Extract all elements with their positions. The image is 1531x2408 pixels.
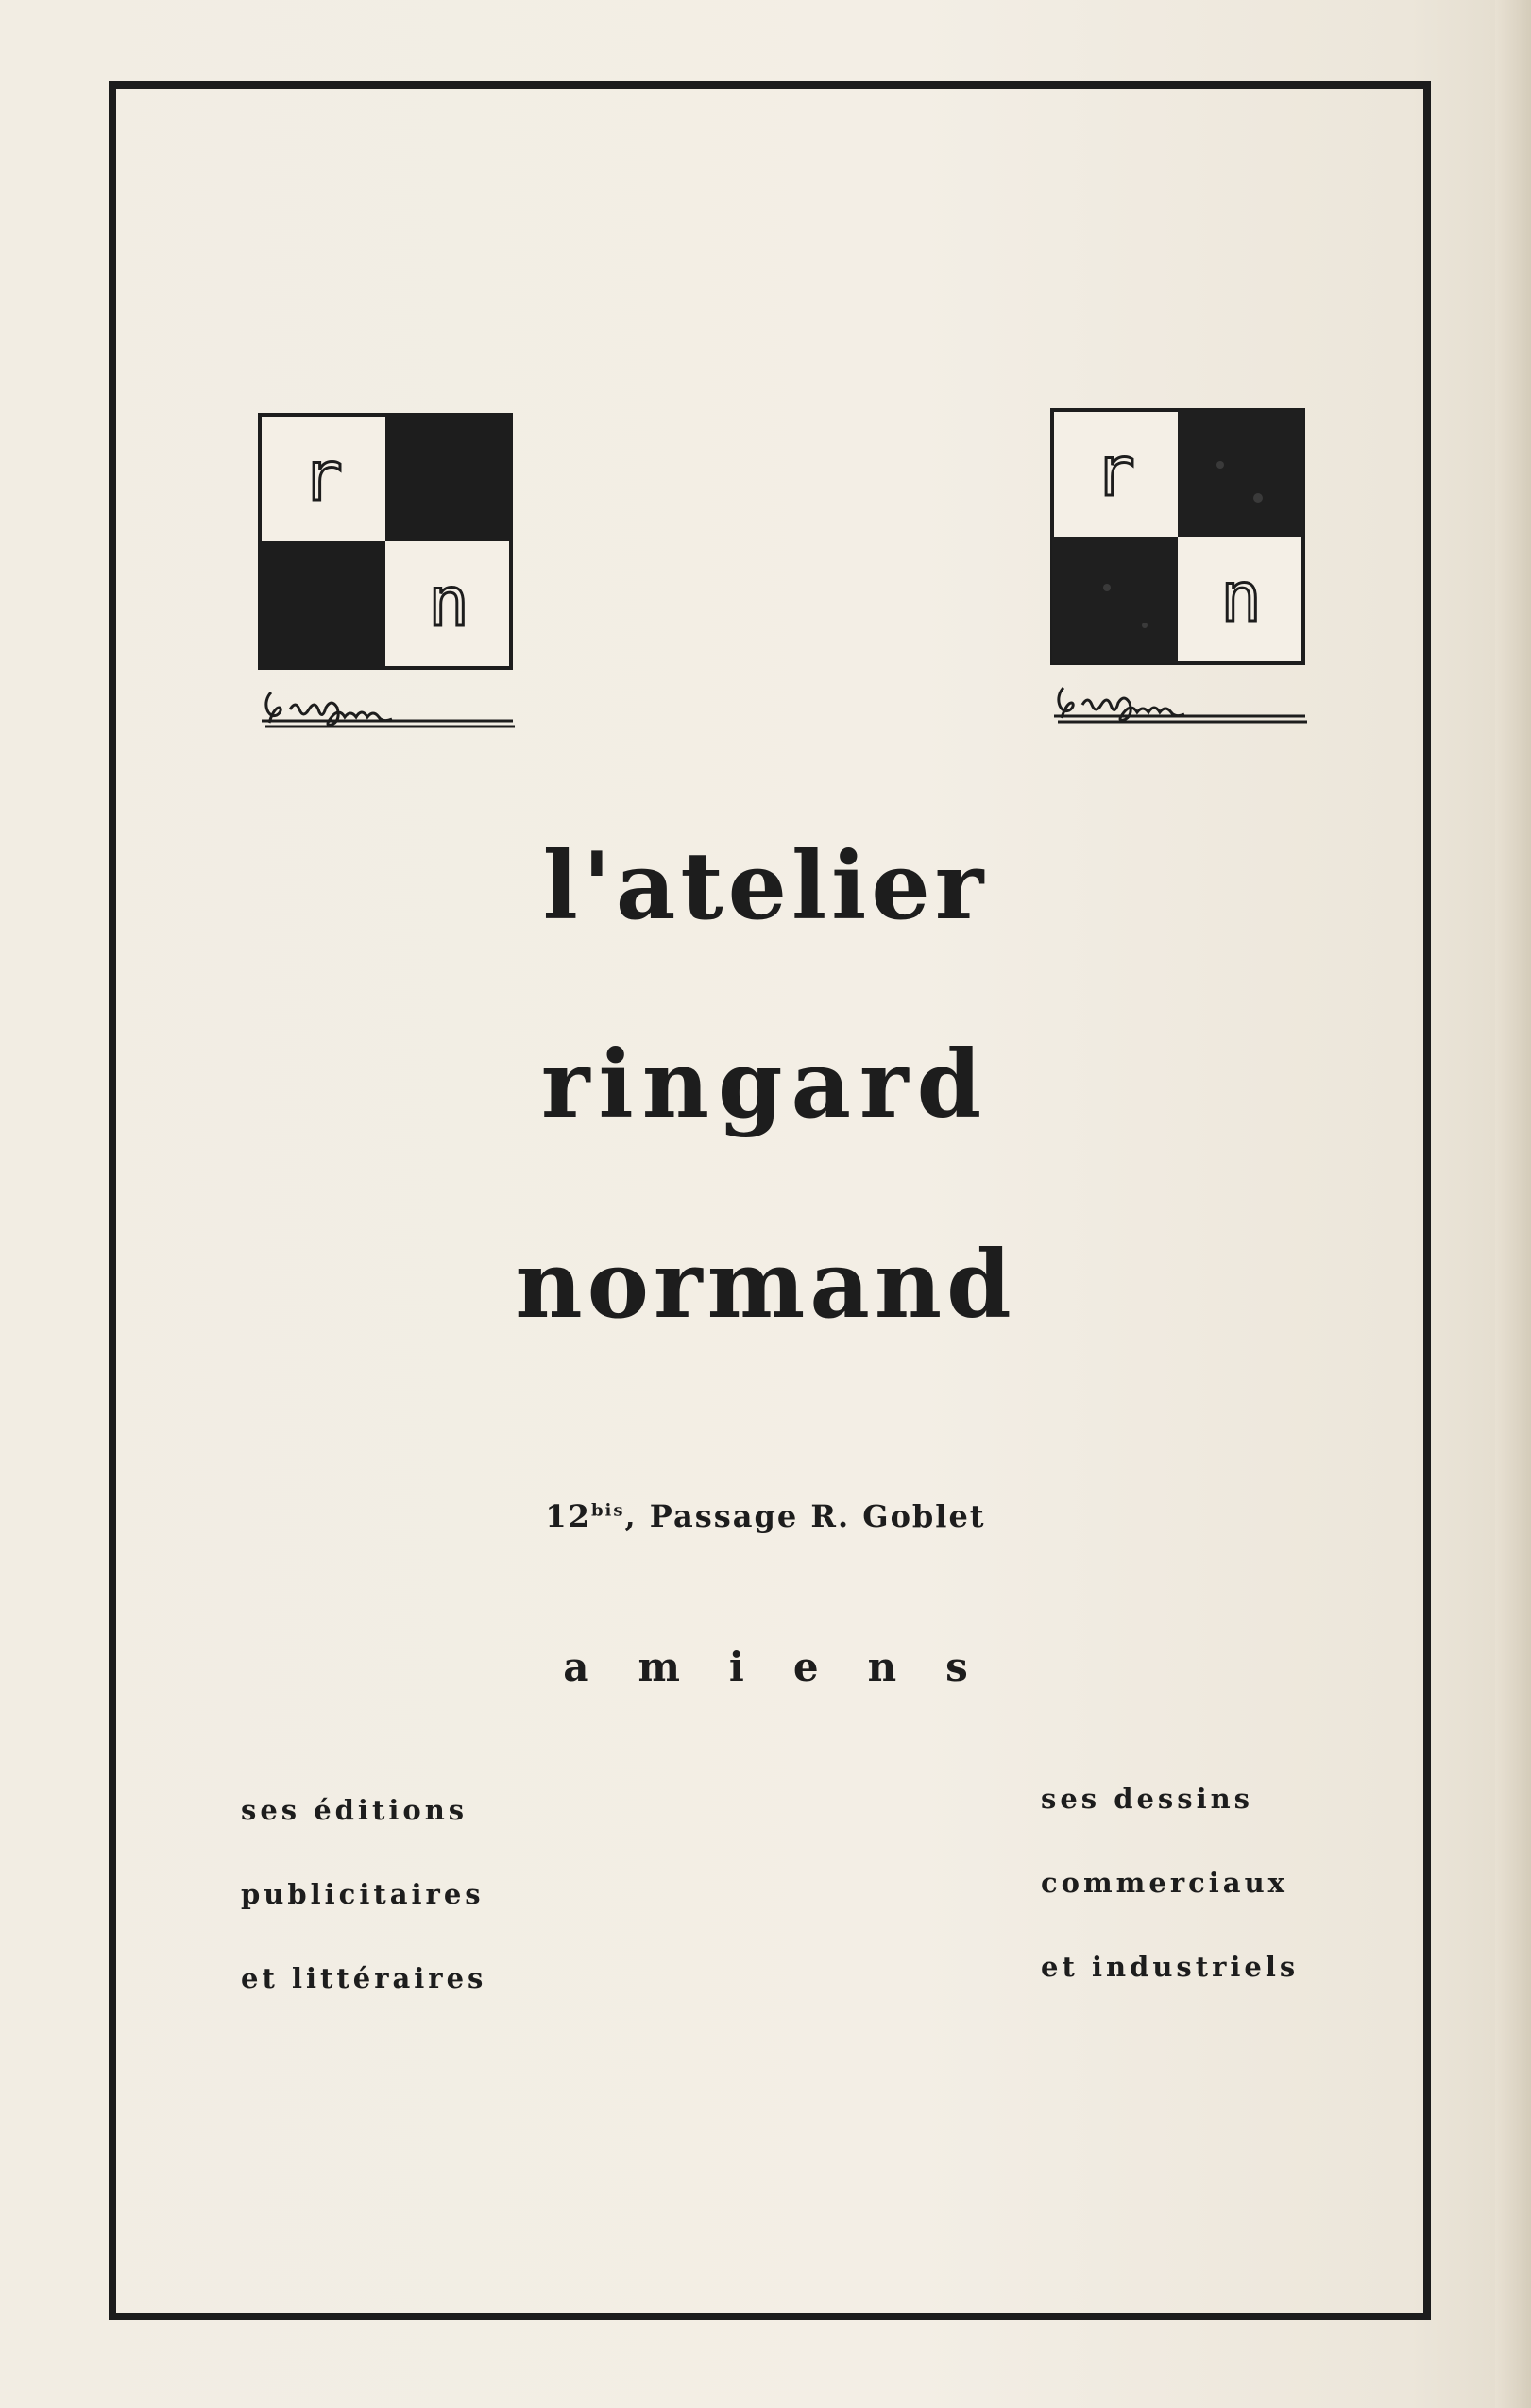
rn-logo-left — [258, 413, 513, 734]
logo-letter-r: r — [1094, 432, 1135, 511]
address-street: , Passage R. Goblet — [624, 1498, 986, 1534]
page-edge — [1495, 0, 1531, 2408]
checker-logo-icon — [1050, 408, 1305, 665]
address-number: 12 — [545, 1498, 591, 1534]
logo-letter-r: r — [301, 436, 343, 516]
right-column-line: commerciaux — [1041, 1867, 1288, 1899]
title-line-atelier: l'atelier — [542, 832, 989, 941]
services-left-column — [241, 1768, 486, 2021]
logo-letter-n: n — [428, 562, 469, 641]
title-line-normand: normand — [515, 1231, 1016, 1340]
right-column-line: ses dessins — [1041, 1783, 1254, 1815]
city: amiens — [563, 1644, 1017, 1690]
left-column-line: et littéraires — [241, 1962, 487, 1994]
services-right-column — [1041, 1757, 1299, 2009]
signature-icon — [258, 681, 522, 734]
rn-logo-right — [1050, 408, 1305, 729]
left-column-line: publicitaires — [241, 1878, 485, 1910]
logo-letter-n: n — [1220, 557, 1262, 637]
title-line-ringard: ringard — [540, 1031, 991, 1139]
address-superscript: bis — [590, 1500, 625, 1521]
address — [0, 1498, 1531, 1534]
signature-icon — [1050, 676, 1315, 729]
checker-logo-icon — [258, 413, 513, 670]
left-column-line: ses éditions — [241, 1794, 468, 1826]
right-column-line: et industriels — [1041, 1951, 1300, 1983]
